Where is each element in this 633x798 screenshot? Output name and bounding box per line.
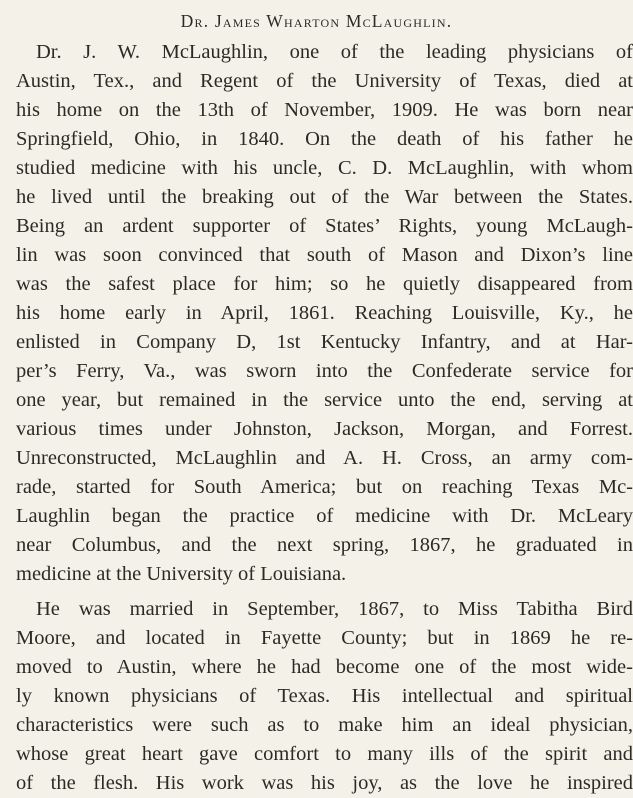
- text-line: he lived until the breaking out of the War between the States.: [16, 186, 633, 208]
- text-line: moved to Austin, where he had become one of the most wide-: [16, 656, 633, 678]
- text-line: Laughlin began the practice of medicine with Dr. McLeary: [16, 505, 633, 527]
- text-line: characteristics were such as to make him an ideal physician,: [16, 714, 633, 736]
- paragraph-1: [0, 38, 633, 589]
- text-line: rade, started for South America; but on reaching Texas Mc-: [16, 476, 633, 498]
- text-line: enlisted in Company D, 1st Kentucky Infantry, and at Har-: [16, 331, 633, 353]
- text-line: Dr. J. W. McLaughlin, one of the leading physicians of: [36, 41, 633, 63]
- text-line: Springfield, Ohio, in 1840. On the death of his father he: [16, 128, 633, 150]
- text-line: He was married in September, 1867, to Miss Tabitha Bird: [36, 598, 633, 620]
- text-line: per’s Ferry, Va., was sworn into the Confederate service for: [16, 360, 633, 382]
- text-line: Unreconstructed, McLaughlin and A. H. Cross, an army com-: [16, 447, 633, 469]
- paragraph-2: [0, 595, 633, 798]
- text-line: medicine at the University of Louisiana.: [16, 563, 347, 585]
- text-line: Austin, Tex., and Regent of the University of Texas, died at: [16, 70, 633, 92]
- text-line: whose great heart gave comfort to many ills of the spirit and: [16, 743, 633, 765]
- text-line: near Columbus, and the next spring, 1867, he graduated in: [16, 534, 633, 556]
- article-title: Dr. James Wharton McLaughlin.: [180, 11, 453, 31]
- text-line: one year, but remained in the service unto the end, serving at: [16, 389, 633, 411]
- text-line: various times under Johnston, Jackson, Morgan, and Forrest.: [16, 418, 633, 440]
- text-line: his home on the 13th of November, 1909. He was born near: [16, 99, 633, 121]
- text-line: studied medicine with his uncle, C. D. McLaughlin, with whom: [16, 157, 633, 179]
- text-line: lin was soon convinced that south of Mason and Dixon’s line: [16, 244, 633, 266]
- text-line: his home early in April, 1861. Reaching Louisville, Ky., he: [16, 302, 633, 324]
- text-line: of the flesh. His work was his joy, as the love he inspired: [16, 772, 633, 794]
- text-line: ly known physicians of Texas. His intellectual and spiritual: [16, 685, 633, 707]
- text-line: was the safest place for him; so he quietly disappeared from: [16, 273, 633, 295]
- text-line: Moore, and located in Fayette County; but in 1869 he re-: [16, 627, 633, 649]
- text-line: Being an ardent supporter of States’ Rights, young McLaugh-: [16, 215, 633, 237]
